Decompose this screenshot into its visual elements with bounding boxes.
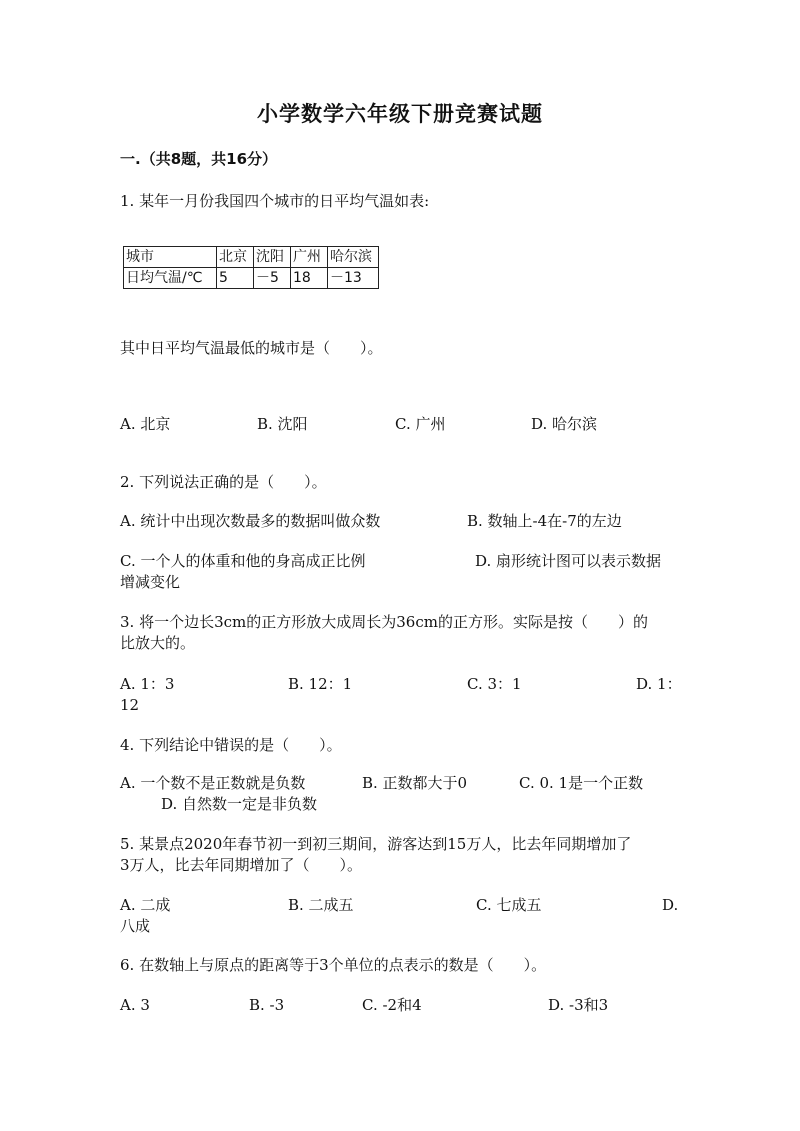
option-d-continued: 增减变化 [120,573,181,591]
table-cell: 北京 [217,247,254,268]
table-cell: 哈尔滨 [328,247,379,268]
option-a: A. 二成 [120,896,171,914]
option-b: B. 数轴上-4在-7的左边 [467,512,622,530]
option-c: C. -2和4 [362,996,422,1014]
option-b: B. 二成五 [288,896,354,914]
table-cell: －5 [254,268,291,289]
option-c: C. 一个人的体重和他的身高成正比例 [120,552,366,570]
option-a: A. 1：3 [120,675,175,693]
option-d: D. 扇形统计图可以表示数据 [475,552,662,570]
question-3-text-continued: 比放大的。 [120,634,196,652]
option-b: B. 12：1 [288,675,353,693]
option-d-continued: 八成 [120,917,151,935]
question-1-text: 1. 某年一月份我国四个城市的日平均气温如表: [120,192,430,210]
question-5-text-continued: 3万人，比去年同期增加了（ ）。 [120,856,363,874]
option-d: D. 1： [636,675,682,693]
table-cell: －13 [328,268,379,289]
table-cell: 18 [291,268,328,289]
question-1-prompt: 其中日平均气温最低的城市是（ ）。 [120,339,383,357]
option-b: B. -3 [249,996,285,1014]
table-cell: 5 [217,268,254,289]
option-c: C. 七成五 [476,896,542,914]
option-d: D. 哈尔滨 [531,415,598,433]
question-3-text: 3. 将一个边长3cm的正方形放大成周长为36cm的正方形。实际是按（ ）的 [120,613,648,631]
table-cell: 沈阳 [254,247,291,268]
option-a: A. 一个数不是正数就是负数 [120,774,306,792]
option-c: C. 3：1 [467,675,522,693]
question-2-text: 2. 下列说法正确的是（ ）。 [120,473,327,491]
option-d: D. -3和3 [548,996,609,1014]
table-header-row [124,247,379,268]
option-a: A. 北京 [120,415,171,433]
table-row [124,268,379,289]
question-4-text: 4. 下列结论中错误的是（ ）。 [120,736,342,754]
question-6-text: 6. 在数轴上与原点的距离等于3个单位的点表示的数是（ ）。 [120,956,547,974]
temperature-table [123,246,379,289]
option-d: D. 自然数一定是非负数 [161,795,318,813]
option-b: B. 沈阳 [257,415,308,433]
table-cell: 日均气温/℃ [124,268,217,289]
option-d-continued: 12 [120,696,140,714]
section-heading: 一.（共8题，共16分） [120,150,278,168]
option-a: A. 统计中出现次数最多的数据叫做众数 [120,512,381,530]
table-cell: 广州 [291,247,328,268]
option-c: C. 广州 [395,415,446,433]
option-c: C. 0. 1是一个正数 [519,774,644,792]
option-b: B. 正数都大于0 [362,774,468,792]
option-d: D. [662,896,679,914]
question-5-text: 5. 某景点2020年春节初一到初三期间，游客达到15万人，比去年同期增加了 [120,835,632,853]
table-cell: 城市 [124,247,217,268]
option-a: A. 3 [120,996,150,1014]
page-title: 小学数学六年级下册竞赛试题 [257,102,543,126]
